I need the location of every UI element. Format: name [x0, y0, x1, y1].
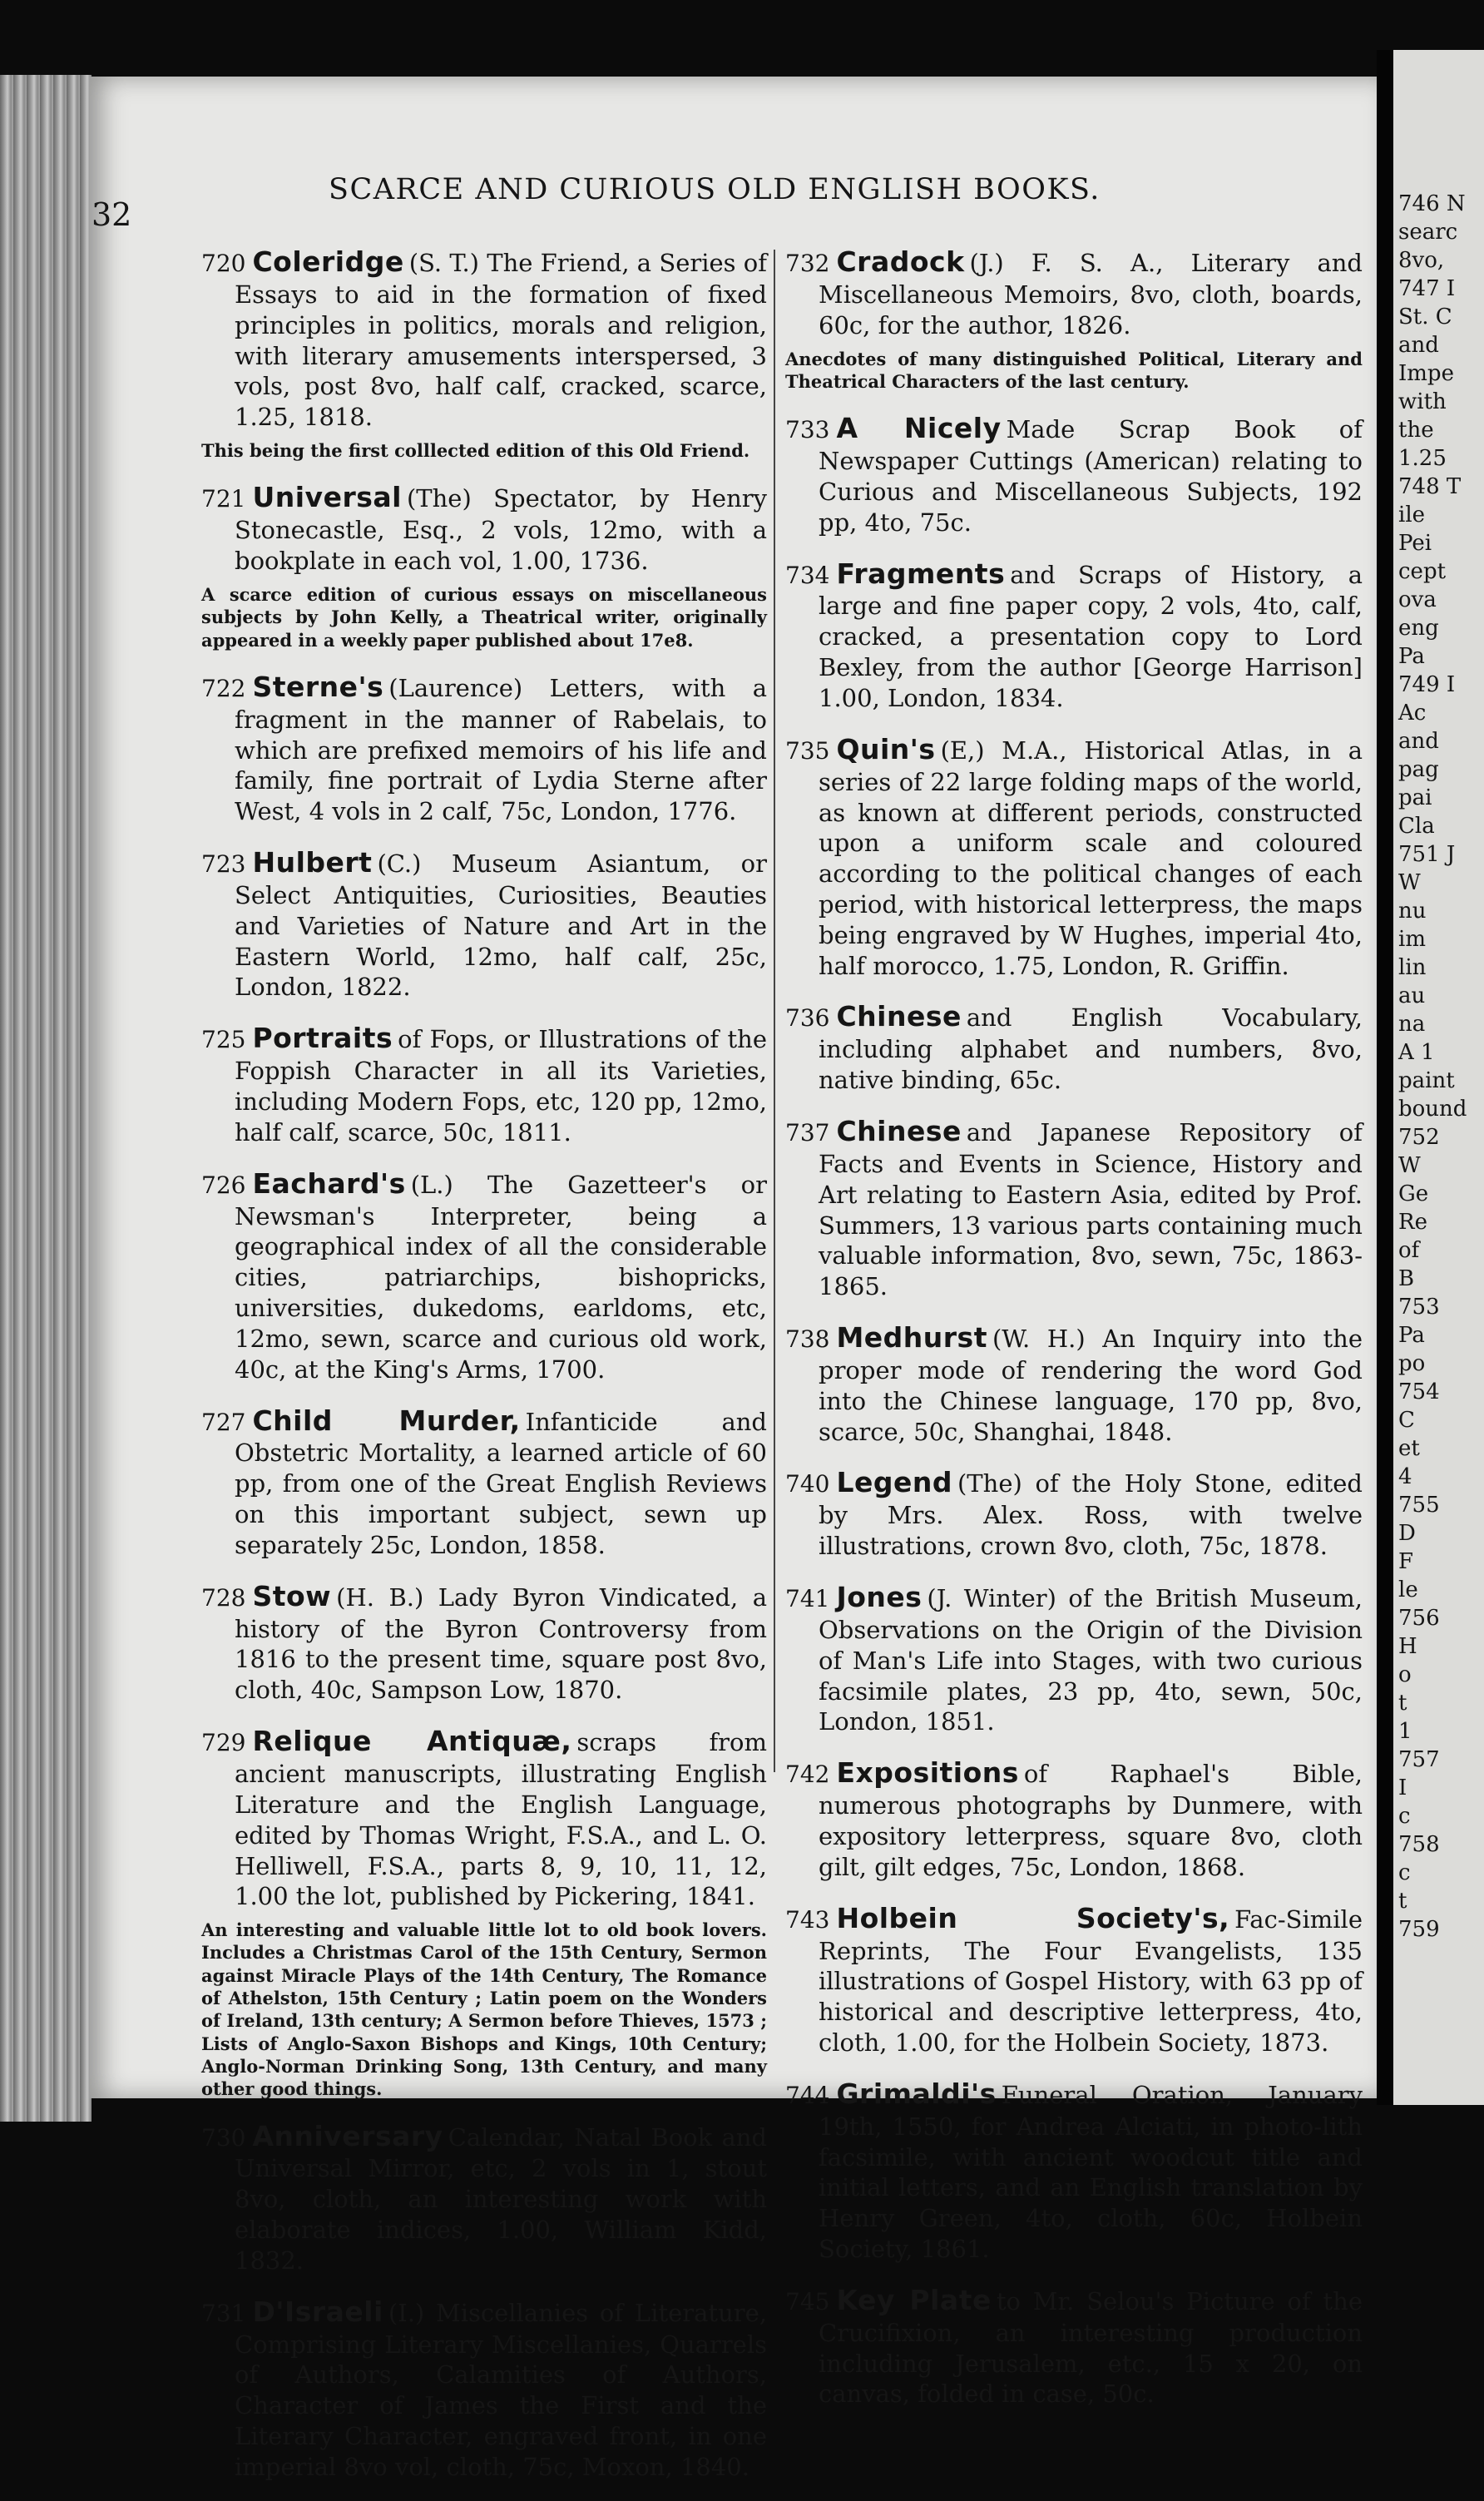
entry-description: (E,) M.A., Historical Atlas, in a series of 22 large folding maps of the world, as known at different periods, constructed upon a uniform scale and coloured according to the political changes of each period, with historical letterpress, the maps being engraved by W Hughes, imperial 4to, half morocco, 1.75, London, R. Griffin.: [819, 735, 1363, 980]
entry-number: 740: [785, 1470, 830, 1498]
next-page-text: Pei: [1398, 531, 1432, 556]
entry-headword: Stow: [252, 1579, 332, 1612]
next-page-text: 756: [1398, 1606, 1440, 1631]
entry-headword: Quin's: [836, 732, 936, 765]
entry-number: 729: [201, 1729, 246, 1757]
next-page-text: B: [1398, 1266, 1415, 1291]
entry-headword: Medhurst: [836, 1321, 987, 1355]
catalog-entry: [201, 845, 767, 1003]
entry-description: scraps from ancient manuscripts, illustrating English Literature and the English Language, edited by Thomas Wright, F.S.A., and L. O. Helliwell, F.S.A., parts 8, 9, 10, 11, 12, 1.00 the lot, published by Pickering, 1841.: [235, 1728, 768, 1911]
catalog-entry: [785, 1756, 1363, 1882]
entry-description: of Fops, or Illustrations of the Foppish Character in all its Varieties, including Modern Fops, etc, 120 pp, 12mo, half calf, scarce, 50c, 1811.: [235, 1025, 767, 1146]
entry-description: to Mr. Selou's Picture of the Crucifixion, an interesting production including Jerusalem, etc., 15 x 20, on canvas, folded in case, 50c.: [819, 2286, 1363, 2409]
next-page-text: 755: [1398, 1493, 1440, 1518]
entry-headword: Key Plate: [836, 2283, 992, 2316]
catalog-entry: [785, 411, 1363, 537]
next-page-text: and: [1398, 729, 1439, 754]
entry-description: (I.) Miscellanies of Literature, Comprising Literary Miscellanies, Quarrels of Authors, Calamities of Authors, Character of James the First and the Literary Character, engraved front, in one imperial 8vo vol, cloth, 75c, Moxon, 1840.: [235, 2298, 767, 2481]
entry-headword: Anniversary: [252, 2119, 443, 2152]
next-page-text: F: [1398, 1549, 1414, 1574]
next-page-text: St. C: [1398, 305, 1452, 329]
next-page-text: 748 T: [1398, 474, 1462, 499]
entry-number: 734: [785, 561, 830, 589]
next-page-text: 751 J: [1398, 842, 1456, 867]
next-page-text: W: [1398, 870, 1421, 895]
catalog-entry: [201, 2295, 767, 2483]
next-page-text: t: [1398, 1889, 1407, 1914]
next-page-text: A 1: [1398, 1040, 1435, 1065]
next-page-text: I: [1398, 1775, 1407, 1800]
entry-headword: D'Israeli: [252, 2295, 383, 2328]
entry-description: (The) of the Holy Stone, edited by Mrs. Alex. Ross, with twelve illustrations, crown 8vo, cloth, 75c, 1878.: [819, 1469, 1363, 1561]
entry-number: 721: [201, 485, 246, 513]
next-page-text: 8vo,: [1398, 248, 1445, 273]
entry-number: 735: [785, 736, 830, 765]
next-page-text: et: [1398, 1436, 1420, 1461]
next-page-text: c: [1398, 1804, 1411, 1829]
next-page-text: searc: [1398, 220, 1458, 245]
next-page-text: na: [1398, 1012, 1426, 1037]
next-page-text: le: [1398, 1577, 1418, 1602]
entry-description: and English Vocabulary, including alphabet and numbers, 8vo, native binding, 65c.: [819, 1003, 1363, 1095]
next-page-text: 753: [1398, 1295, 1440, 1320]
entry-number: 744: [785, 2081, 830, 2109]
entry-headword: Child Murder,: [252, 1404, 521, 1437]
entry-headword: Relique Antiquæ,: [252, 1725, 572, 1758]
next-page-text: cept: [1398, 559, 1447, 584]
page-title: SCARCE AND CURIOUS OLD ENGLISH BOOKS.: [329, 173, 1101, 206]
next-page-text: D: [1398, 1521, 1416, 1546]
next-page-text: au: [1398, 983, 1426, 1008]
next-page-text: pai: [1398, 785, 1432, 810]
entry-number: 745: [785, 2287, 830, 2315]
next-page-text: pag: [1398, 757, 1439, 782]
entry-number: 732: [785, 250, 830, 277]
entry-headword: Eachard's: [252, 1166, 406, 1200]
entry-number: 731: [201, 2299, 246, 2327]
entry-description: (The) Spectator, by Henry Stonecastle, Esq., 2 vols, 12mo, with a bookplate in each vol, 1.00, 1736.: [235, 484, 767, 576]
entry-headword: A Nicely: [836, 412, 1002, 445]
next-page-text: 758: [1398, 1832, 1440, 1857]
next-page-text: c: [1398, 1860, 1411, 1885]
entry-number: 728: [201, 1583, 246, 1612]
next-page-fragment: [1393, 50, 1484, 2105]
entry-number: 725: [201, 1026, 246, 1054]
entry-headword: Holbein Society's,: [836, 1901, 1230, 1934]
next-page-text: nu: [1398, 899, 1427, 924]
next-page-text: Pa: [1398, 1323, 1425, 1348]
entry-description: Infanticide and Obstetric Mortality, a learned article of 60 pp, from one of the Great English Reviews on this important subject, sewn up separately 25c, London, 1858.: [235, 1407, 767, 1559]
page-number: 32: [92, 196, 132, 233]
next-page-text: 746 N: [1398, 191, 1466, 216]
next-page-text: 1.25: [1398, 446, 1447, 471]
entry-description: (L.) The Gazetteer's or Newsman's Interpreter, being a geographical index of all the considerable cities, patriarchips, bishopricks, universities, dukedoms, earldoms, etc, 12mo, sewn, scarce and curious old work, 40c, at the King's Arms, 1700.: [235, 1170, 767, 1384]
catalog-entry: [201, 1579, 767, 1706]
next-page-text: o: [1398, 1662, 1412, 1687]
entry-headword: Legend: [836, 1466, 952, 1499]
entry-number: 736: [785, 1004, 830, 1033]
entry-description: (C.) Museum Asiantum, or Select Antiquities, Curiosities, Beauties and Varieties of Nature and Art in the Eastern World, 12mo, half calf, 25c, London, 1822.: [235, 849, 767, 1002]
entry-description: (S. T.) The Friend, a Series of Essays to aid in the formation of fixed principles in politics, morals and religion, with literary amusements interspersed, 3 vols, post 8vo, half calf, cracked, scarce, 1.25, 1818.: [235, 249, 767, 432]
entry-description: Calendar, Natal Book and Universal Mirror, etc, 2 vols in 1, stout 8vo, cloth, an interesting work with elaborate indices, 1.00, William Kidd, 1832.: [235, 2122, 767, 2275]
entry-description: of Raphael's Bible, numerous photographs by Dunmere, with expository letterpress, square 8vo, cloth gilt, gilt edges, 75c, London, 1868.: [819, 1760, 1363, 1881]
entry-description: (J. Winter) of the British Museum, Observations on the Origin of the Division of Man's Life into Stages, with two curious facsimile plates, 23 pp, 4to, sewn, 50c, London, 1851.: [819, 1584, 1363, 1736]
next-page-text: ile: [1398, 503, 1426, 527]
next-page-text: 1: [1398, 1719, 1412, 1744]
next-page-text: lin: [1398, 955, 1427, 980]
catalog-entry: [785, 1114, 1363, 1302]
catalog-entry: [785, 2077, 1363, 2265]
next-page-text: Re: [1398, 1210, 1427, 1235]
catalog-entry: [201, 245, 767, 433]
catalog-entry: [201, 1724, 767, 1912]
entry-number: 737: [785, 1119, 830, 1147]
entry-number: 722: [201, 674, 246, 702]
next-page-text: W: [1398, 1153, 1421, 1178]
entry-number: 738: [785, 1325, 830, 1354]
next-page-text: of: [1398, 1238, 1420, 1263]
entry-headword: Hulbert: [252, 846, 373, 879]
column-divider: [774, 250, 775, 1772]
next-page-text: eng: [1398, 616, 1439, 641]
entry-note: This being the first colllected edition of this Old Friend.: [201, 440, 750, 462]
entry-description: Funeral Oration, January 19th, 1550, for Andrea Alciati, in photo-lith facsimile, with ancient woodcut title and initial letters, and an English translation by Henry Green, 4to, cloth, 60c, Holbein Society, 1861.: [819, 2080, 1363, 2264]
entry-headword: Universal: [252, 481, 402, 514]
book-page-edges: [0, 75, 92, 2122]
next-page-text: Ac: [1398, 701, 1427, 726]
entry-description: Fac-Simile Reprints, The Four Evangelists, 135 illustrations of Gospel History, with 63 pp of historical and descriptive letterpress, 4to, cloth, 1.00, for the Holbein Society, 1873.: [819, 1904, 1363, 2058]
next-page-text: 752: [1398, 1125, 1440, 1150]
entry-description: (Laurence) Letters, with a fragment in the manner of Rabelais, to which are prefixed memoirs of his life and family, fine portrait of Lydia Sterne after West, 4 vols in 2 calf, 75c, London, 1776.: [235, 673, 767, 826]
catalog-entry: [785, 2283, 1363, 2409]
entry-number: 730: [201, 2123, 246, 2152]
next-page-text: the: [1398, 418, 1434, 443]
catalog-entry: [785, 1580, 1363, 1737]
entry-headword: Portraits: [252, 1022, 393, 1055]
next-page-text: t: [1398, 1691, 1407, 1716]
entry-headword: Coleridge: [252, 245, 404, 278]
next-page-text: 4: [1398, 1464, 1412, 1489]
entry-number: 720: [201, 250, 246, 277]
catalog-entry: [201, 1021, 767, 1147]
entry-number: 741: [785, 1585, 830, 1613]
next-page-text: C: [1398, 1408, 1415, 1433]
next-page-text: 759: [1398, 1917, 1440, 1942]
catalog-entry: [201, 670, 767, 827]
entry-number: 723: [201, 850, 246, 879]
entry-number: 742: [785, 1761, 830, 1789]
entry-headword: Fragments: [836, 557, 1006, 590]
entry-headword: Sterne's: [252, 670, 384, 703]
catalog-entry: [201, 1404, 767, 1561]
next-page-text: 749 I: [1398, 672, 1456, 697]
entry-note: A scarce edition of curious essays on miscellaneous subjects by John Kelly, a Theatrical writer, originally appeared in a weekly paper published about 17e8.: [201, 583, 767, 651]
next-page-text: and: [1398, 333, 1439, 358]
entry-description: and Japanese Repository of Facts and Events in Science, History and Art relating to Eastern Asia, edited by Prof. Summers, 13 various parts containing much valuable information, 8vo, sewn, 75c, 1863-1865.: [819, 1118, 1363, 1301]
catalog-entry: [785, 732, 1363, 982]
catalog-entry: [785, 245, 1363, 341]
catalog-entry: [201, 1166, 767, 1385]
catalog-entry: [201, 2119, 767, 2276]
entry-description: and Scraps of History, a large and fine paper copy, 2 vols, 4to, calf, cracked, a presentation copy to Lord Bexley, from the author [George Harrison] 1.00, London, 1834.: [819, 560, 1363, 712]
next-page-text: 757: [1398, 1747, 1440, 1772]
entry-description: (W. H.) An Inquiry into the proper mode of rendering the word God into the Chinese language, 170 pp, 8vo, scarce, 50c, Shanghai, 1848.: [819, 1325, 1363, 1446]
entry-number: 727: [201, 1408, 246, 1436]
next-page-text: Pa: [1398, 644, 1425, 669]
next-page-text: 747 I: [1398, 276, 1456, 301]
entry-headword: Jones: [836, 1581, 923, 1614]
entry-note: An interesting and valuable little lot to old book lovers. Includes a Christmas Carol of the 15th Century, Sermon against Miracle Plays of the 14th Century, The Romance of Athelston, 15th Century ; Latin poem on the Wonders of Ireland, 13th century; A Sermon before Thieves, 1573 ; Lists of Anglo-Saxon Bishops and Kings, 10th Century; Anglo-Norman Drinking Song, 13th Century, and many other good things.: [201, 1919, 767, 2100]
next-page-text: 754: [1398, 1379, 1440, 1404]
next-page-text: Impe: [1398, 361, 1454, 386]
catalog-entry: [785, 999, 1363, 1096]
entry-description: Made Scrap Book of Newspaper Cuttings (American) relating to Curious and Miscellaneous Subjects, 192 pp, 4to, 75c.: [819, 415, 1363, 537]
catalog-entry: [201, 480, 767, 577]
catalog-entry: [785, 1901, 1363, 2058]
entry-headword: Chinese: [836, 1000, 962, 1033]
right-column: [785, 245, 1363, 2428]
entry-description: (J.) F. S. A., Literary and Miscellaneous Memoirs, 8vo, cloth, boards, 60c, for the author, 1826.: [819, 249, 1363, 339]
entry-number: 733: [785, 416, 830, 444]
next-page-text: Cla: [1398, 814, 1435, 839]
entry-headword: Cradock: [836, 245, 965, 278]
catalog-entry: [785, 1465, 1363, 1562]
entry-number: 726: [201, 1171, 246, 1199]
next-page-text: with: [1398, 389, 1447, 414]
next-page-text: paint: [1398, 1068, 1455, 1093]
catalog-entry: [785, 1320, 1363, 1447]
catalog-entry: [785, 557, 1363, 714]
next-page-text: bound: [1398, 1097, 1467, 1122]
next-page-text: H: [1398, 1634, 1417, 1659]
entry-headword: Chinese: [836, 1115, 962, 1148]
entry-headword: Grimaldi's: [836, 2077, 997, 2110]
entry-description: (H. B.) Lady Byron Vindicated, a history of the Byron Controversy from 1816 to the present time, square post 8vo, cloth, 40c, Sampson Low, 1870.: [235, 1582, 767, 1705]
entry-headword: Expositions: [836, 1756, 1019, 1790]
entry-number: 743: [785, 1905, 830, 1934]
page-gutter: [1377, 50, 1395, 2105]
next-page-text: im: [1398, 927, 1426, 952]
next-page-text: ova: [1398, 587, 1437, 612]
left-column: [201, 245, 767, 2501]
entry-note: Anecdotes of many distinguished Political, Literary and Theatrical Characters of the last century.: [785, 348, 1363, 392]
next-page-text: Ge: [1398, 1181, 1429, 1206]
next-page-text: po: [1398, 1351, 1426, 1376]
